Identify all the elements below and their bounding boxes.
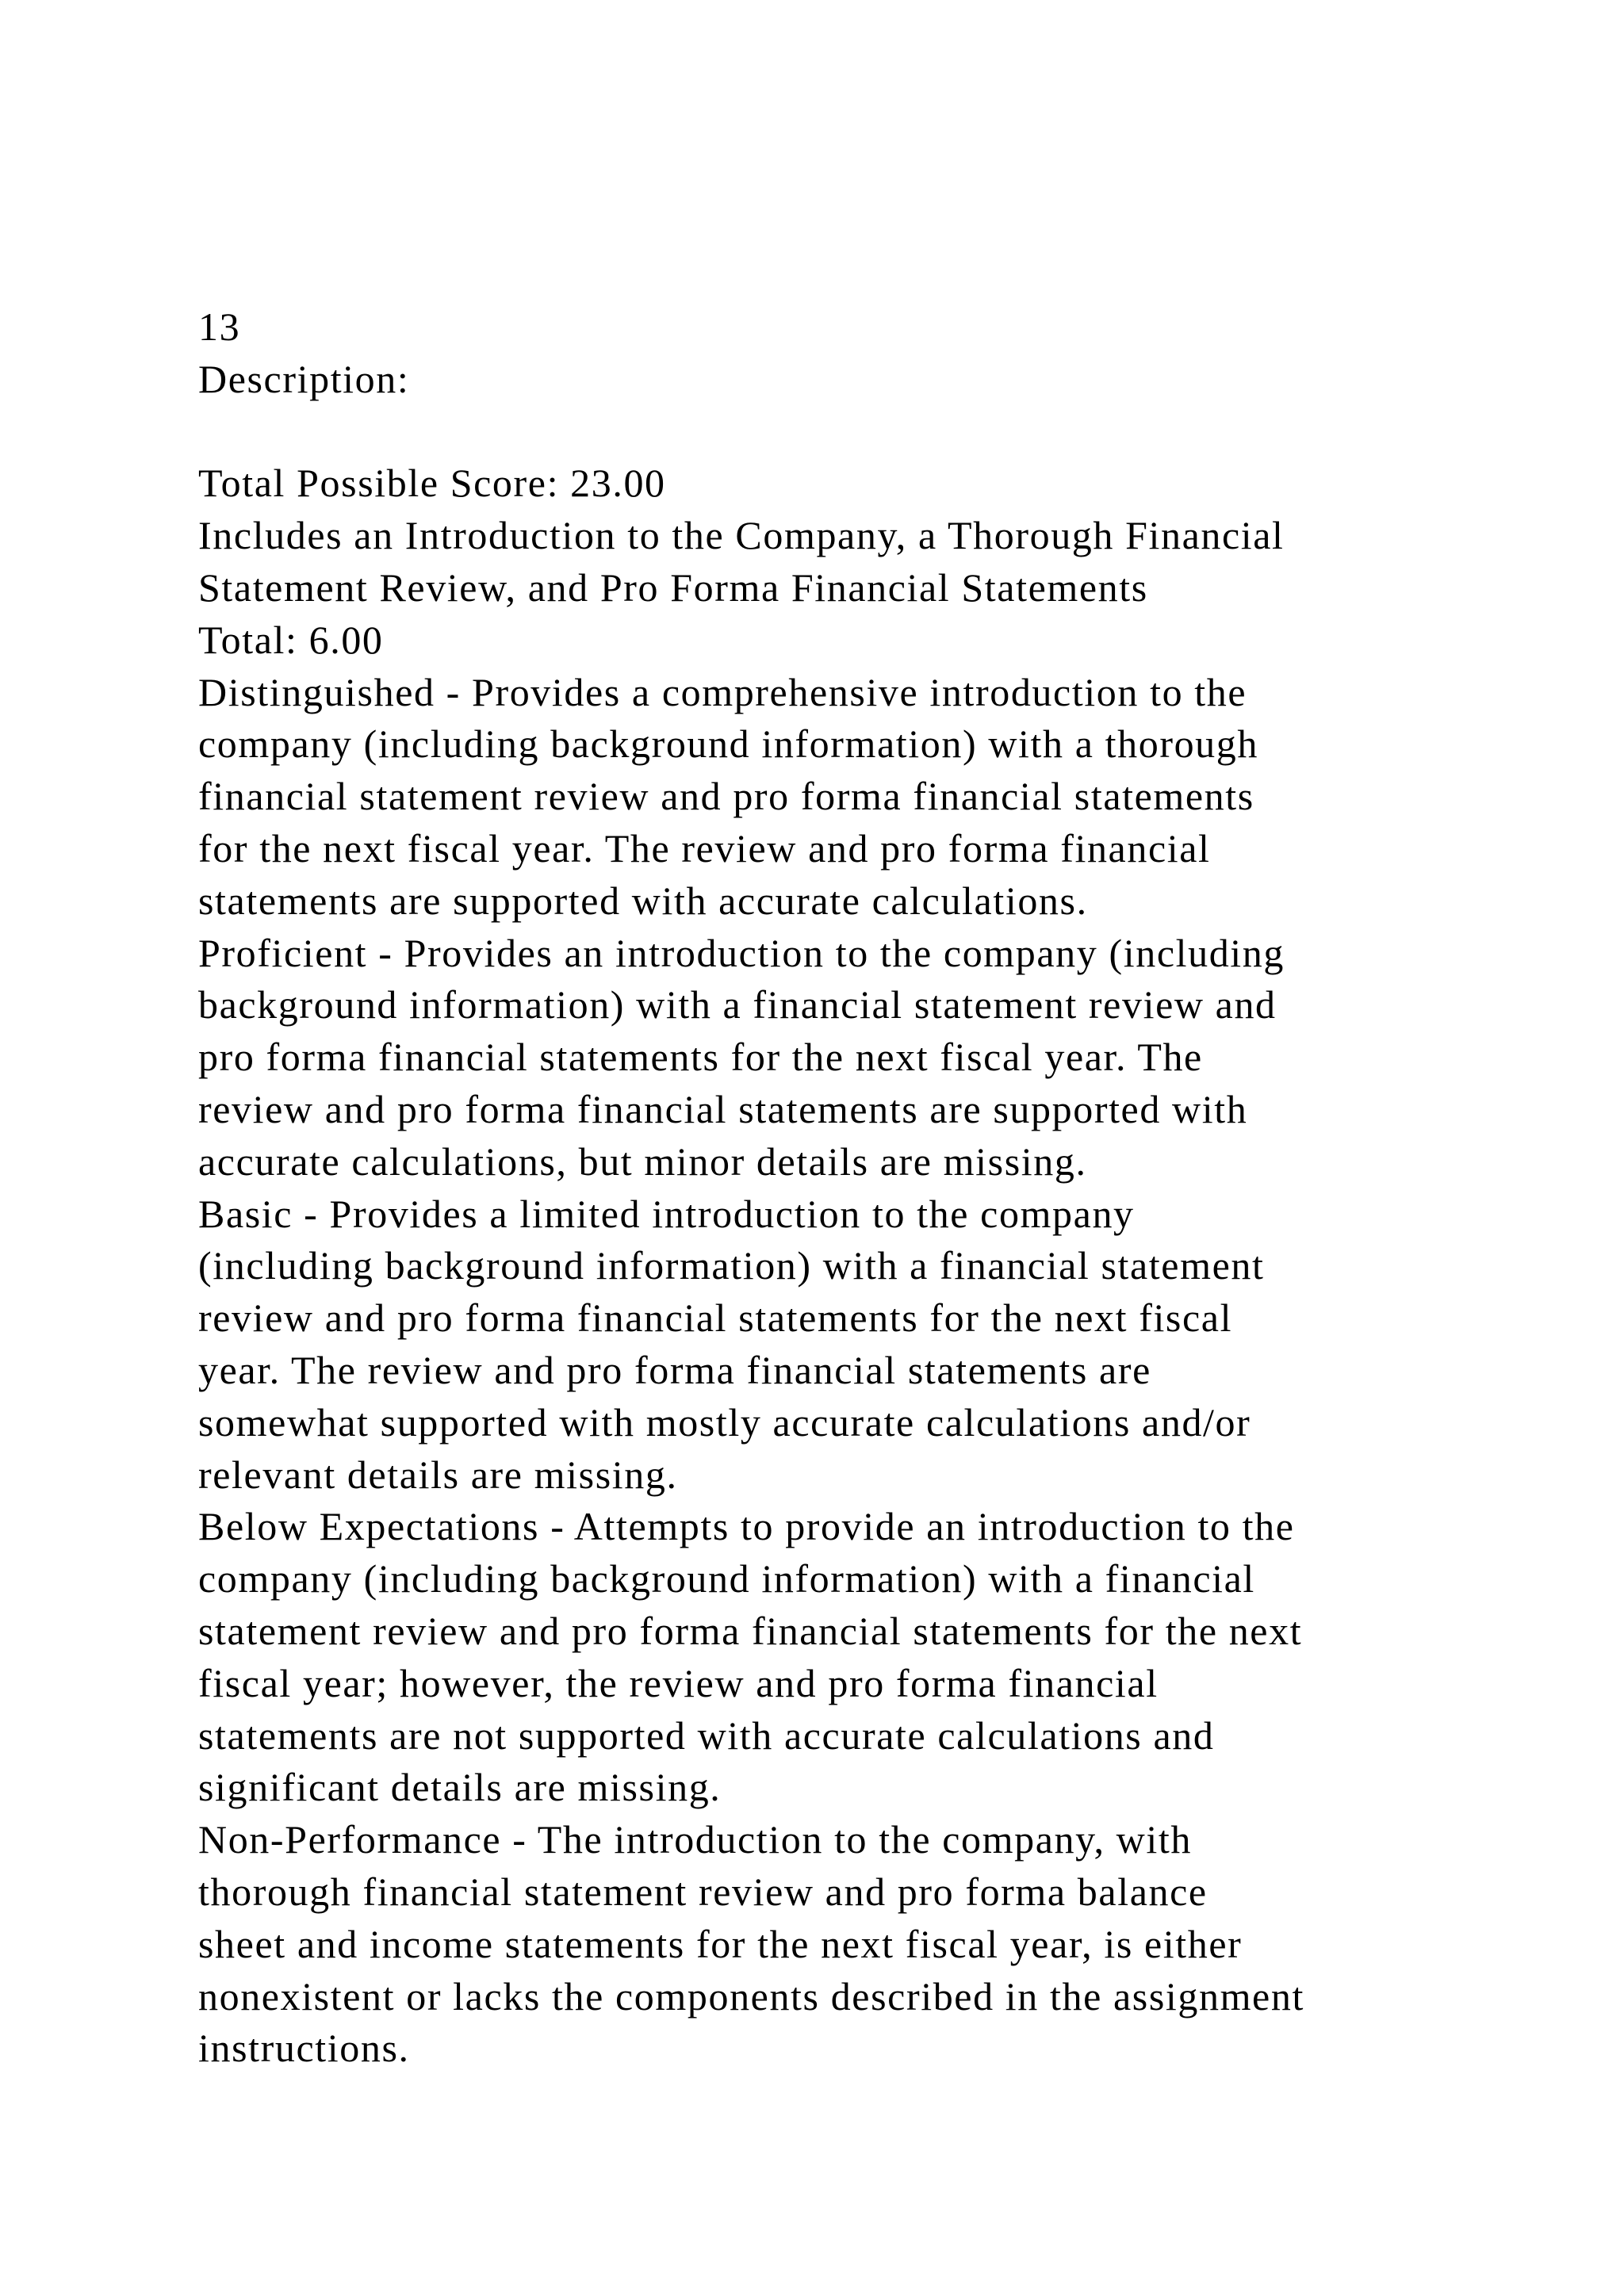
level-non-performance-line: thorough financial statement review and pro forma balance (198, 1869, 1208, 1914)
level-non-performance-line: Non-Performance - The introduction to the company, with (198, 1817, 1192, 1862)
level-basic-line: review and pro forma financial statements for the next fiscal (198, 1295, 1233, 1341)
level-proficient-line: pro forma financial statements for the next fiscal year. The (198, 1035, 1203, 1080)
level-distinguished-line: statements are supported with accurate calculations. (198, 878, 1088, 923)
level-basic-line: Basic - Provides a limited introduction to the company (198, 1191, 1135, 1236)
page-number: 13 (198, 304, 241, 349)
level-distinguished-line: Distinguished - Provides a comprehensive introduction to the (198, 669, 1247, 714)
level-below-expectations-line: significant details are missing. (198, 1765, 722, 1810)
level-basic-line: relevant details are missing. (198, 1452, 678, 1497)
criterion-title-line: Includes an Introduction to the Company, a Thorough Financial (198, 513, 1285, 558)
level-proficient-line: background information) with a financial statement review and (198, 982, 1277, 1027)
level-distinguished-line: for the next fiscal year. The review and pro forma financial (198, 825, 1211, 871)
level-below-expectations-line: Below Expectations - Attempts to provide an introduction to the (198, 1504, 1295, 1549)
level-basic-line: somewhat supported with mostly accurate calculations and/or (198, 1399, 1251, 1445)
document-text (198, 301, 1546, 2075)
level-proficient-line: Proficient - Provides an introduction to the company (including (198, 930, 1285, 975)
blank-line (198, 406, 1546, 458)
level-non-performance-line: instructions. (198, 2026, 410, 2071)
level-basic-line: (including background information) with a financial statement (198, 1243, 1265, 1288)
level-below-expectations-line: fiscal year; however, the review and pro forma financial (198, 1660, 1159, 1705)
description-label: Description: (198, 356, 410, 401)
level-non-performance-line: sheet and income statements for the next fiscal year, is either (198, 1921, 1243, 1966)
criterion-title-line: Statement Review, and Pro Forma Financial Statements (198, 564, 1148, 610)
level-proficient-line: accurate calculations, but minor details are missing. (198, 1138, 1087, 1184)
level-distinguished-line: financial statement review and pro forma financial statements (198, 774, 1254, 819)
level-non-performance-line: nonexistent or lacks the components described in the assignment (198, 1973, 1304, 2019)
level-basic-line: year. The review and pro forma financial statements are (198, 1347, 1151, 1392)
level-below-expectations-line: statement review and pro forma financial statements for the next (198, 1608, 1303, 1653)
level-below-expectations-line: statements are not supported with accurate calculations and (198, 1712, 1215, 1758)
level-proficient-line: review and pro forma financial statements are supported with (198, 1086, 1248, 1131)
total-possible-score: Total Possible Score: 23.00 (198, 461, 666, 506)
criterion-total: Total: 6.00 (198, 617, 384, 662)
level-distinguished-line: company (including background information) with a thorough (198, 721, 1258, 767)
level-below-expectations-line: company (including background information) with a financial (198, 1556, 1255, 1601)
